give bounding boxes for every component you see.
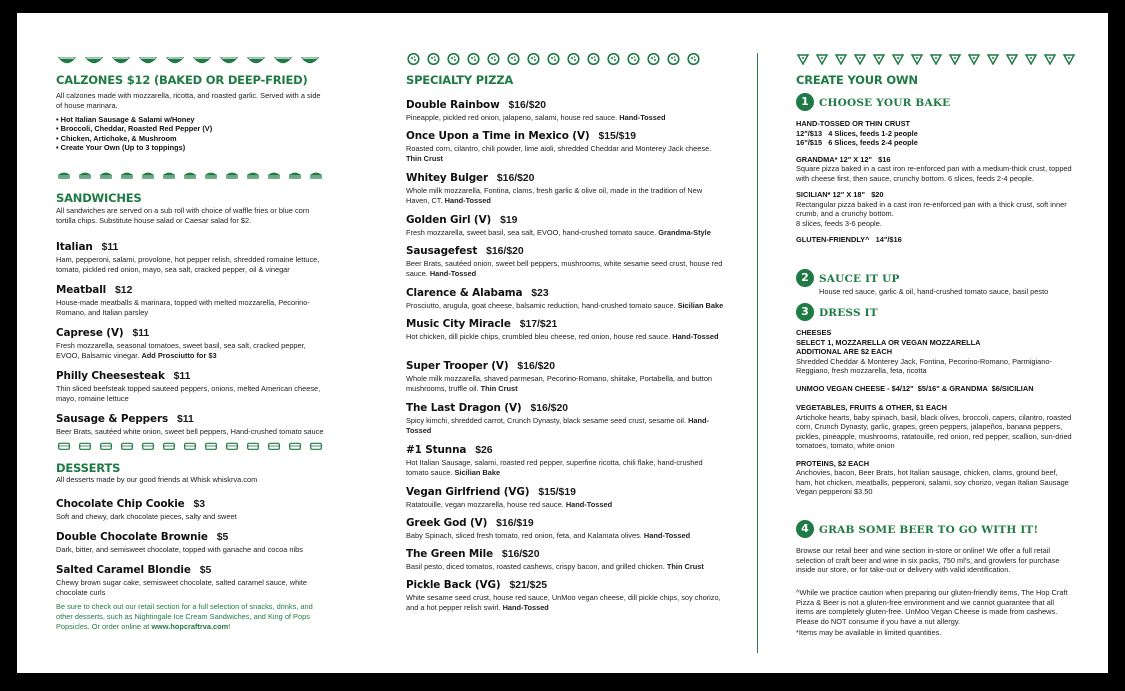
calzone-icon [191, 54, 213, 66]
pizza-price: $16/$20 [517, 361, 555, 372]
pizza-desc-text: Baby Spinach, sliced fresh tomato, red onion, feta, and Kalamata olives. [406, 531, 642, 540]
pizza-price: $19 [500, 215, 518, 226]
sandwich-icon [182, 169, 198, 181]
pizza-desc [406, 500, 726, 510]
pizza-item [406, 210, 726, 241]
dessert-item [56, 494, 331, 527]
dessert-icon [119, 440, 135, 452]
dessert-icon [77, 440, 93, 452]
pizza-slice-icon [834, 53, 848, 65]
pizza-price: $16/$20 [496, 173, 535, 184]
step-title: DRESS IT [819, 307, 878, 319]
pizza-slice-icon [1062, 53, 1076, 65]
cheese-line: SELECT 1, MOZZARELLA OR VEGAN MOZZARELLA [796, 337, 981, 347]
sandwich-item [56, 409, 331, 439]
sandwich-desc: Beer Brats, sautéed white onion, sweet bell peppers, Hand-crushed tomato sauce [56, 427, 324, 436]
calzones-title: CALZONES $12 (BAKED OR DEEP-FRIED) [56, 73, 308, 87]
bake-option-title: GRANDMA* 12" X 12" $16 [796, 154, 891, 164]
sandwich-desc [56, 341, 331, 360]
sandwich-icon [98, 169, 114, 181]
calzones-desc: All calzones made with mozzarella, ricotta, and roasted garlic. Served with a side of house marinara. [56, 91, 321, 110]
pizza-icon [606, 53, 621, 65]
pizza-name: Golden Girl (V) [406, 214, 492, 226]
pizza-item [406, 513, 726, 544]
pizza-item [406, 126, 726, 168]
sandwich-price: $11 [173, 371, 191, 382]
bake-option-line: 16"/$15 6 Slices, feeds 2-4 people [796, 138, 918, 147]
pizza-crust: Hand-Tossed [672, 332, 719, 341]
dessert-item [56, 527, 331, 560]
pizza-item [406, 575, 726, 617]
sandwich-item [56, 237, 331, 280]
dessert-icon [56, 440, 72, 452]
dessert-icon [245, 440, 261, 452]
pizza-name: Music City Miracle [406, 318, 511, 330]
pizza-icon [446, 53, 461, 65]
calzone-icon [137, 54, 159, 66]
pizza-price: $15/$19 [538, 487, 576, 498]
sandwich-price: $11 [101, 242, 119, 253]
slice-icon-row [796, 52, 1076, 66]
sandwich-price: $11 [176, 414, 194, 425]
pizza-name: The Green Mile [406, 548, 494, 560]
pizza-desc [406, 531, 726, 541]
pizza-name: Super Trooper (V) [406, 360, 509, 372]
dress-options [796, 328, 1076, 497]
pizza-price: $16/$20 [530, 403, 568, 414]
pizza-desc [406, 562, 726, 572]
sandwich-desc: House-made meatballs & marinara, topped with melted mozzarella, Pecorino-Romano, and Italian parsley [56, 298, 310, 317]
retail-note-text: Be sure to check out our retail section for a full selection of snacks, drinks, and other desserts, such as Nightingale Ice Cream Sandwiches, and King of Pops Popsicles. Or order online at [56, 602, 313, 631]
pizza-icon [506, 53, 521, 65]
sandwich-icon [308, 169, 324, 181]
dessert-list [56, 494, 331, 605]
pizza-price: $16/$20 [501, 549, 540, 560]
desserts-title: DESSERTS [56, 461, 121, 475]
pizza-item [406, 241, 726, 283]
pizza-name: #1 Stunna [406, 444, 467, 456]
create-title: CREATE YOUR OWN [796, 73, 918, 87]
pizza-icon [426, 53, 441, 65]
pizza-slice-icon [929, 53, 943, 65]
pizza-slice-icon [1005, 53, 1019, 65]
pizza-crust: Hand-Tossed [565, 500, 613, 509]
pizza-slice-icon [796, 53, 810, 65]
pizza-slice-icon [891, 53, 905, 65]
pizza-item [406, 398, 726, 440]
sandwich-name: Meatball [56, 284, 107, 296]
gluten-disclaimer: ^While we practice caution when preparing our gluten-friendly items, The Hop Craft Pizza & Beer is not a gluten-free environment and we cannot guarantee that all items are completely gluten-free. UnMoo Vegan Cheese is made from cashews. Please do NOT consume if you have a nut allergy. [796, 588, 1068, 626]
menu-page [17, 13, 1108, 673]
pizza-desc-text: Whole milk mozzarella, shaved parmesan, Pecorino-Romano, shiitake, Portabella, and button mushrooms, truffle oil. [406, 374, 713, 393]
cheese-line: ADDITIONAL ARE $2 EACH [796, 347, 893, 356]
sandwich-price: $12 [115, 285, 133, 296]
calzone-item: • Create Your Own (Up to 3 toppings) [56, 143, 326, 152]
pizza-icon [406, 53, 421, 65]
pizza-desc-text: Basil pesto, diced tomatos, roasted cashews, crispy bacon, and grilled chicken. [406, 562, 665, 571]
pizza-desc-text: Hot chicken, dill pickle chips, crumbled bleu cheese, red onion, house red sauce. [406, 332, 671, 341]
pizza-slice-icon [815, 53, 829, 65]
pizza-price: $15/$19 [598, 131, 636, 142]
pizza-name: Once Upon a Time in Mexico (V) [406, 130, 590, 142]
pizza-icon [546, 53, 561, 65]
pizza-desc-text: Roasted corn, cilantro, chili powder, lime aioli, shredded Cheddar and Monterey Jack cheese. [406, 144, 712, 153]
pizza-price: $16/$19 [496, 518, 534, 529]
pizza-price: $16/$20 [508, 100, 547, 111]
calzone-icon [110, 54, 132, 66]
pizza-item [406, 95, 726, 126]
pizza-price: $21/$25 [509, 580, 548, 591]
pizza-crust: Hand-Tossed [406, 416, 710, 435]
retail-note-end: ! [228, 622, 231, 631]
pizza-desc-text: Spicy kimchi, shredded carrot, Crunch Dynasty, black sesame seed crust, sesame oil. [406, 416, 686, 425]
dessert-icon [308, 440, 324, 452]
dessert-desc: Chewy brown sugar cake, semisweet chocolate, salted caramel sauce, white chocolate curls [56, 578, 307, 597]
bake-options [796, 119, 1076, 245]
pizza-desc [406, 593, 726, 612]
pizza-desc-text: Whole milk mozzarella, Fontina, clams, fresh garlic & olive oil, made in the tradition of New Haven, CT. [406, 186, 703, 205]
pizza-slice-icon [853, 53, 867, 65]
sandwich-desc: Ham, pepperoni, salami, provolone, hot pepper relish, shredded romaine lettuce, tomato, pickled red onion, mayo, sea salt, cracked pepper, oil & vinegar [56, 255, 320, 274]
pizza-crust: Hand-Tossed [444, 195, 491, 205]
pizza-crust: Sicilian Bake [677, 301, 724, 310]
dessert-price: $5 [199, 565, 212, 576]
pizza-item [406, 283, 726, 314]
pizza-slice-icon [1043, 53, 1057, 65]
calzone-icon [245, 54, 267, 66]
sandwiches-title: SANDWICHES [56, 191, 142, 205]
pizza-icon [566, 53, 581, 65]
pizza-slice-icon [1024, 53, 1038, 65]
calzone-icon [83, 54, 105, 66]
pizza-desc [406, 259, 726, 278]
cheese-title: CHEESES [796, 328, 832, 337]
dessert-icon [224, 440, 240, 452]
pizza-crust: Hand-Tossed [643, 531, 691, 540]
sandwich-icon [56, 169, 72, 181]
sandwich-item [56, 280, 331, 323]
beer-desc: Browse our retail beer and wine section in-store or online! We offer a full retail selection of craft beer and wine in six packs, 750 ml's, and growlers for purchase inside our store, or for take-out or delivery with valid identification. [796, 546, 1060, 574]
pizza-icon [646, 53, 661, 65]
cheese-desc: Shredded Cheddar & Monterey Jack, Fontina, Pecorino-Romano, Parmigiano-Reggiano, fresh mozzarella, feta, ricotta [796, 356, 1052, 375]
dessert-icon-row [56, 439, 324, 453]
sandwich-name: Philly Cheesesteak [56, 370, 165, 382]
sandwich-icon [287, 169, 303, 181]
sandwich-list [56, 237, 331, 439]
pizza-icon [686, 53, 701, 65]
bake-option-desc: Rectangular pizza baked in a cast iron re-enforced pan with a thick crust, soft inner crumb, and a crunchy bottom. [796, 199, 1067, 218]
dessert-icon [203, 440, 219, 452]
dessert-price: $3 [193, 499, 206, 510]
sandwiches-desc: All sandwiches are served on a sub roll with choice of waffle fries or blue corn tortilla chips. Substitute house salad or Caesar salad for $2. [56, 206, 310, 225]
pizza-desc-text: Prosciutto, arugula, goat cheese, balsamic reduction, hand-crushed tomato sauce. [406, 301, 676, 310]
sandwich-name: Sausage & Peppers [56, 413, 169, 425]
bake-option-desc: Square pizza baked in a cast iron re-enforced pan with a medium-thick crust, topped with cheese first, then sauce, crunchy bottom. 6 slices, feeds 2-4 people. [796, 164, 1072, 183]
step-title: GRAB SOME BEER TO GO WITH IT! [819, 524, 1039, 536]
veg-title: VEGETABLES, FRUITS & OTHER, $1 EACH [796, 403, 947, 412]
sandwich-icon [203, 169, 219, 181]
dessert-icon [266, 440, 282, 452]
sandwich-desc: Thin sliced beefsteak topped sauteed peppers, onions, melted American cheese, mayo, romaine lettuce [56, 384, 321, 403]
dessert-item [56, 560, 331, 605]
pizza-slice-icon [986, 53, 1000, 65]
pizza-icon [526, 53, 541, 65]
protein-title: PROTEINS, $2 EACH [796, 458, 870, 468]
step-number: 1 [796, 93, 814, 111]
pizza-slice-icon [948, 53, 962, 65]
specialty-list [406, 95, 726, 617]
step-title: CHOOSE YOUR BAKE [819, 97, 951, 109]
pizza-price: $16/$20 [486, 246, 524, 257]
pizza-crust: Thin Crust [480, 383, 518, 393]
pizza-desc [406, 186, 726, 205]
pizza-desc-text: Hot Italian Sausage, salami, roasted red pepper, superfine ricotta, chili flake, hand-crushed tomato sauce. [406, 458, 703, 477]
sandwich-icon [161, 169, 177, 181]
unmoo-line: UNMOO VEGAN CHEESE - $4/12" $5/16" & GRANDMA $6/SICILIAN [796, 383, 1034, 393]
dessert-price: $5 [216, 532, 229, 543]
calzone-item: • Broccoli, Cheddar, Roasted Red Pepper (V) [56, 124, 326, 133]
bake-option-title: HAND-TOSSED OR THIN CRUST [796, 119, 911, 128]
calzone-icon-row [56, 53, 321, 67]
calzone-icon [218, 54, 240, 66]
pizza-crust: Hand-Tossed [619, 113, 666, 122]
sandwich-icon [140, 169, 156, 181]
retail-note [56, 602, 328, 632]
pizza-slice-icon [910, 53, 924, 65]
pizza-desc [406, 301, 726, 311]
calzones-list [56, 115, 326, 152]
pizza-desc-text: Fresh mozzarella, sweet basil, sea salt, EVOO, hand-crushed tomato sauce. [406, 228, 657, 237]
pizza-desc [406, 113, 726, 123]
veg-desc: Artichoke hearts, baby spinach, basil, black olives, broccoli, capers, cilantro, roasted corn, Crunch Dynasty, garlic, grapes, green peppers, jalapeños, banana peppers, pickles, pineapple, mushrooms, ratatouille, red onion, red pepper, scallion, sun-dried tomatoes, tomato, white onion [796, 412, 1072, 450]
website-link[interactable]: www.hopcraftrva.com [151, 622, 229, 631]
pizza-desc [406, 228, 726, 238]
pizza-name: Greek God (V) [406, 517, 488, 529]
sandwich-icon-row [56, 168, 324, 182]
pizza-icon [466, 53, 481, 65]
pizza-slice-icon [872, 53, 886, 65]
specialty-title: SPECIALTY PIZZA [406, 73, 514, 87]
calzone-icon [56, 54, 78, 66]
pizza-slice-icon [967, 53, 981, 65]
pizza-icon [486, 53, 501, 65]
pizza-price: $26 [475, 445, 493, 456]
pizza-icon [626, 53, 641, 65]
bake-option-title: GLUTEN-FRIENDLY^ 14"/$16 [796, 235, 902, 244]
dessert-icon [182, 440, 198, 452]
pizza-crust: Thin Crust [666, 562, 704, 571]
dessert-icon [161, 440, 177, 452]
sandwich-item [56, 366, 331, 409]
pizza-name: Clarence & Alabama [406, 287, 523, 299]
pizza-item [406, 482, 726, 513]
bake-option-title: SICILIAN* 12" X 18" $20 [796, 190, 884, 199]
dessert-icon [98, 440, 114, 452]
desserts-desc: All desserts made by our good friends at Whisk whiskrva.com [56, 475, 258, 484]
sandwich-extra: Add Prosciutto for $3 [141, 350, 217, 360]
pizza-crust: Hand-Tossed [502, 602, 549, 612]
dessert-name: Salted Caramel Blondie [56, 564, 191, 576]
sandwich-icon [266, 169, 282, 181]
pizza-name: Sausagefest [406, 245, 478, 257]
sandwich-price: $11 [132, 328, 150, 339]
sandwich-name: Caprese (V) [56, 327, 124, 339]
calzone-item: • Chicken, Artichoke, & Mushroom [56, 134, 326, 143]
bake-option-line: 12"/$13 4 Slices, feeds 1-2 people [796, 128, 918, 138]
pizza-desc-text: White sesame seed crust, house red sauce, UnMoo vegan cheese, dill pickle chips, soy chorizo, and a hot pepper relish swirl. [406, 593, 721, 612]
pizza-desc-text: Pineapple, pickled red onion, jalapeno, salami, house red sauce. [406, 113, 618, 122]
step-number: 3 [796, 303, 814, 321]
pizza-item [406, 314, 726, 356]
bake-option-desc: 8 slices, feeds 3-6 people. [796, 218, 882, 228]
pizza-name: Pickle Back (VG) [406, 579, 501, 591]
sandwich-icon [77, 169, 93, 181]
availability-note: *Items may be available in limited quantities. [796, 628, 942, 637]
dessert-desc: Dark, bitter, and semisweet chocolate, topped with ganache and cocoa nibs [56, 545, 303, 554]
sandwich-item [56, 323, 331, 366]
pizza-item [406, 440, 726, 482]
pizza-item [406, 544, 726, 575]
dessert-name: Chocolate Chip Cookie [56, 498, 185, 510]
pizza-crust: Grandma-Style [658, 228, 711, 237]
pizza-desc [406, 332, 726, 342]
pizza-name: Double Rainbow [406, 99, 500, 111]
pizza-name: The Last Dragon (V) [406, 402, 522, 414]
pizza-crust: Sicilian Bake [454, 467, 501, 477]
pizza-icon [586, 53, 601, 65]
sauce-desc: House red sauce, garlic & oil, hand-crushed tomato sauce, basil pesto [819, 287, 1049, 296]
pizza-desc [406, 416, 726, 435]
pizza-crust: Thin Crust [406, 153, 443, 163]
step-number: 2 [796, 269, 814, 287]
sandwich-name: Italian [56, 241, 93, 253]
dessert-icon [287, 440, 303, 452]
sandwich-icon [224, 169, 240, 181]
step-title: SAUCE IT UP [819, 273, 900, 285]
pizza-desc-text: Beer Brats, sautéed onion, sweet bell peppers, mushrooms, white sesame seed crust, house red sauce. [406, 259, 723, 278]
dessert-name: Double Chocolate Brownie [56, 531, 208, 543]
step-number: 4 [796, 520, 814, 538]
pizza-name: Vegan Girlfriend (VG) [406, 486, 530, 498]
pizza-desc [406, 374, 726, 393]
pizza-price: $23 [531, 288, 549, 299]
protein-desc: Anchovies, bacon, Beer Brats, hot Italian sausage, chicken, clams, ground beef, ham, hot chicken, meatballs, pepperoni, salami, soy chorizo, vegan Italian Sausage Vegan pepperoni $3.50 [796, 468, 1069, 496]
pizza-desc [406, 144, 726, 163]
column-divider [757, 53, 758, 653]
pizza-price: $17/$21 [519, 319, 558, 330]
pizza-icon [666, 53, 681, 65]
pizza-crust: Hand-Tossed [429, 268, 477, 278]
calzone-icon [272, 54, 294, 66]
pizza-desc [406, 458, 726, 477]
pizza-icon-row [406, 52, 701, 66]
calzone-icon [164, 54, 186, 66]
pizza-item [406, 356, 726, 398]
pizza-item [406, 168, 726, 210]
pizza-desc-text: Ratatouille, vegan mozzarella, house red sauce. [406, 500, 564, 509]
sandwich-icon [245, 169, 261, 181]
sandwich-icon [119, 169, 135, 181]
dessert-desc: Soft and chewy, dark chocolate pieces, salty and sweet [56, 512, 237, 521]
dessert-icon [140, 440, 156, 452]
calzone-item: • Hot Italian Sausage & Salami w/Honey [56, 115, 326, 124]
sandwich-desc-text: Fresh mozzarella, seasonal tomatoes, sweet basil, sea salt, cracked pepper, EVOO, Balsamic vinegar. [56, 341, 306, 360]
pizza-name: Whitey Bulger [406, 172, 489, 184]
calzone-icon [299, 54, 321, 66]
